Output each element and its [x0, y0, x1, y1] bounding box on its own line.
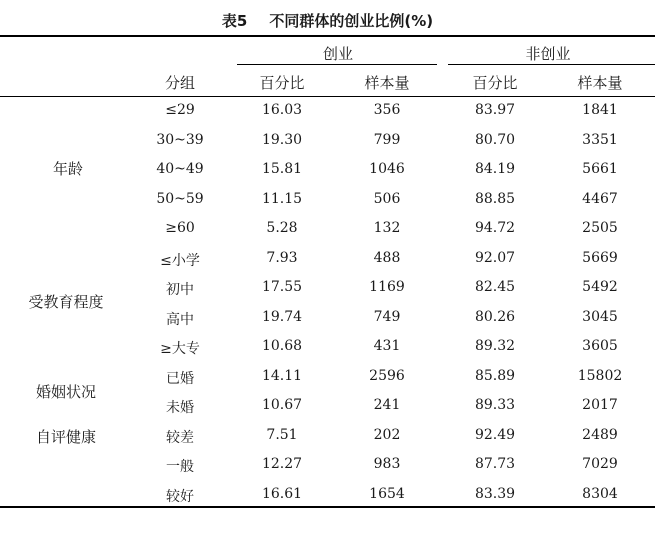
cell-nonstartup-n: 7029 — [582, 456, 618, 472]
cell-startup-n: 749 — [373, 308, 401, 325]
cell-group: 较好 — [166, 488, 194, 505]
cell-startup-pct: 15.81 — [261, 161, 303, 177]
nonstartup-underline — [448, 64, 655, 65]
startup-underline — [237, 64, 437, 65]
cell-startup-n: 132 — [373, 220, 401, 236]
cell-nonstartup-pct: 94.72 — [474, 220, 516, 236]
cell-startup-pct: 19.30 — [261, 131, 303, 148]
cell-group: 40~49 — [156, 161, 204, 177]
cell-startup-pct: 10.68 — [261, 338, 303, 354]
cell-group: 30~39 — [156, 131, 204, 148]
cell-nonstartup-pct: 80.26 — [474, 308, 516, 325]
cell-nonstartup-pct: 87.73 — [474, 456, 516, 472]
bottom-rule — [0, 506, 655, 508]
cell-group: ≥大专 — [160, 341, 200, 357]
cell-nonstartup-pct: 85.89 — [474, 367, 516, 384]
cell-nonstartup-n: 5661 — [582, 161, 618, 177]
header-col-pct-nonstartup: 百分比 — [472, 74, 518, 92]
cell-nonstartup-pct: 89.33 — [474, 397, 516, 413]
header-col-n-startup: 样本量 — [364, 74, 410, 92]
cell-nonstartup-n: 2489 — [582, 426, 618, 443]
cell-nonstartup-n: 1841 — [582, 102, 618, 118]
cell-startup-pct: 7.51 — [266, 426, 298, 443]
cell-nonstartup-n: 4467 — [582, 190, 618, 207]
cell-startup-n: 2596 — [369, 367, 405, 384]
cell-startup-pct: 10.67 — [261, 397, 303, 413]
category-label: 受教育程度 — [28, 293, 104, 311]
cell-nonstartup-pct: 80.70 — [474, 131, 516, 148]
cell-group: ≥60 — [165, 220, 195, 236]
cell-nonstartup-n: 2505 — [582, 220, 618, 236]
cell-nonstartup-n: 3045 — [582, 308, 618, 325]
cell-startup-pct: 11.15 — [261, 190, 303, 207]
cell-nonstartup-pct: 84.19 — [474, 161, 516, 177]
cell-group: ≤29 — [165, 102, 195, 118]
cell-startup-pct: 19.74 — [261, 308, 303, 325]
header-col-pct-startup: 百分比 — [259, 74, 305, 92]
cell-startup-n: 1046 — [369, 161, 405, 177]
cell-startup-pct: 16.61 — [261, 485, 303, 502]
cell-group: 较差 — [166, 429, 194, 446]
cell-startup-pct: 12.27 — [261, 456, 303, 472]
cell-startup-n: 202 — [373, 426, 401, 443]
cell-startup-n: 356 — [373, 102, 401, 118]
cell-nonstartup-n: 3605 — [582, 338, 618, 354]
cell-group: 高中 — [166, 311, 194, 328]
header-col-n-nonstartup: 样本量 — [577, 74, 623, 92]
cell-nonstartup-n: 15802 — [577, 367, 623, 384]
category-label: 婚姻状况 — [35, 383, 97, 401]
header-col-group: 分组 — [164, 74, 196, 92]
cell-nonstartup-n: 5669 — [582, 249, 618, 266]
cell-startup-n: 241 — [373, 397, 401, 413]
cell-startup-n: 431 — [373, 338, 401, 354]
cell-startup-pct: 16.03 — [261, 102, 303, 118]
cell-nonstartup-n: 3351 — [582, 131, 618, 148]
cell-nonstartup-pct: 92.07 — [474, 249, 516, 266]
cell-startup-pct: 17.55 — [261, 279, 303, 295]
cell-startup-n: 506 — [373, 190, 401, 207]
cell-nonstartup-pct: 92.49 — [474, 426, 516, 443]
table-caption — [0, 10, 655, 31]
table-number: 表5 — [221, 12, 248, 30]
header-nonstartup: 非创业 — [525, 45, 571, 63]
cell-nonstartup-n: 8304 — [582, 485, 618, 502]
cell-group: 已婚 — [166, 370, 194, 387]
cell-startup-n: 1169 — [369, 279, 405, 295]
cell-nonstartup-n: 2017 — [582, 397, 618, 413]
cell-startup-n: 799 — [373, 131, 401, 148]
cell-startup-pct: 14.11 — [261, 367, 303, 384]
top-rule — [0, 35, 655, 37]
category-label: 自评健康 — [35, 428, 97, 446]
cell-group: 初中 — [166, 282, 194, 298]
category-label: 年龄 — [52, 160, 84, 178]
cell-startup-n: 1654 — [369, 485, 405, 502]
cell-nonstartup-pct: 88.85 — [474, 190, 516, 207]
cell-group: ≤小学 — [160, 252, 200, 269]
cell-startup-pct: 7.93 — [266, 249, 298, 266]
cell-group: 未婚 — [166, 400, 194, 416]
table-title: 不同群体的创业比例(%) — [269, 12, 434, 30]
cell-nonstartup-n: 5492 — [582, 279, 618, 295]
cell-group: 50~59 — [156, 190, 204, 207]
header-startup: 创业 — [322, 45, 354, 63]
header-rule — [0, 96, 655, 97]
cell-startup-n: 488 — [373, 249, 401, 266]
cell-nonstartup-pct: 83.97 — [474, 102, 516, 118]
cell-group: 一般 — [166, 459, 194, 475]
cell-nonstartup-pct: 82.45 — [474, 279, 516, 295]
cell-startup-n: 983 — [373, 456, 401, 472]
cell-nonstartup-pct: 83.39 — [474, 485, 516, 502]
cell-nonstartup-pct: 89.32 — [474, 338, 516, 354]
cell-startup-pct: 5.28 — [266, 220, 298, 236]
